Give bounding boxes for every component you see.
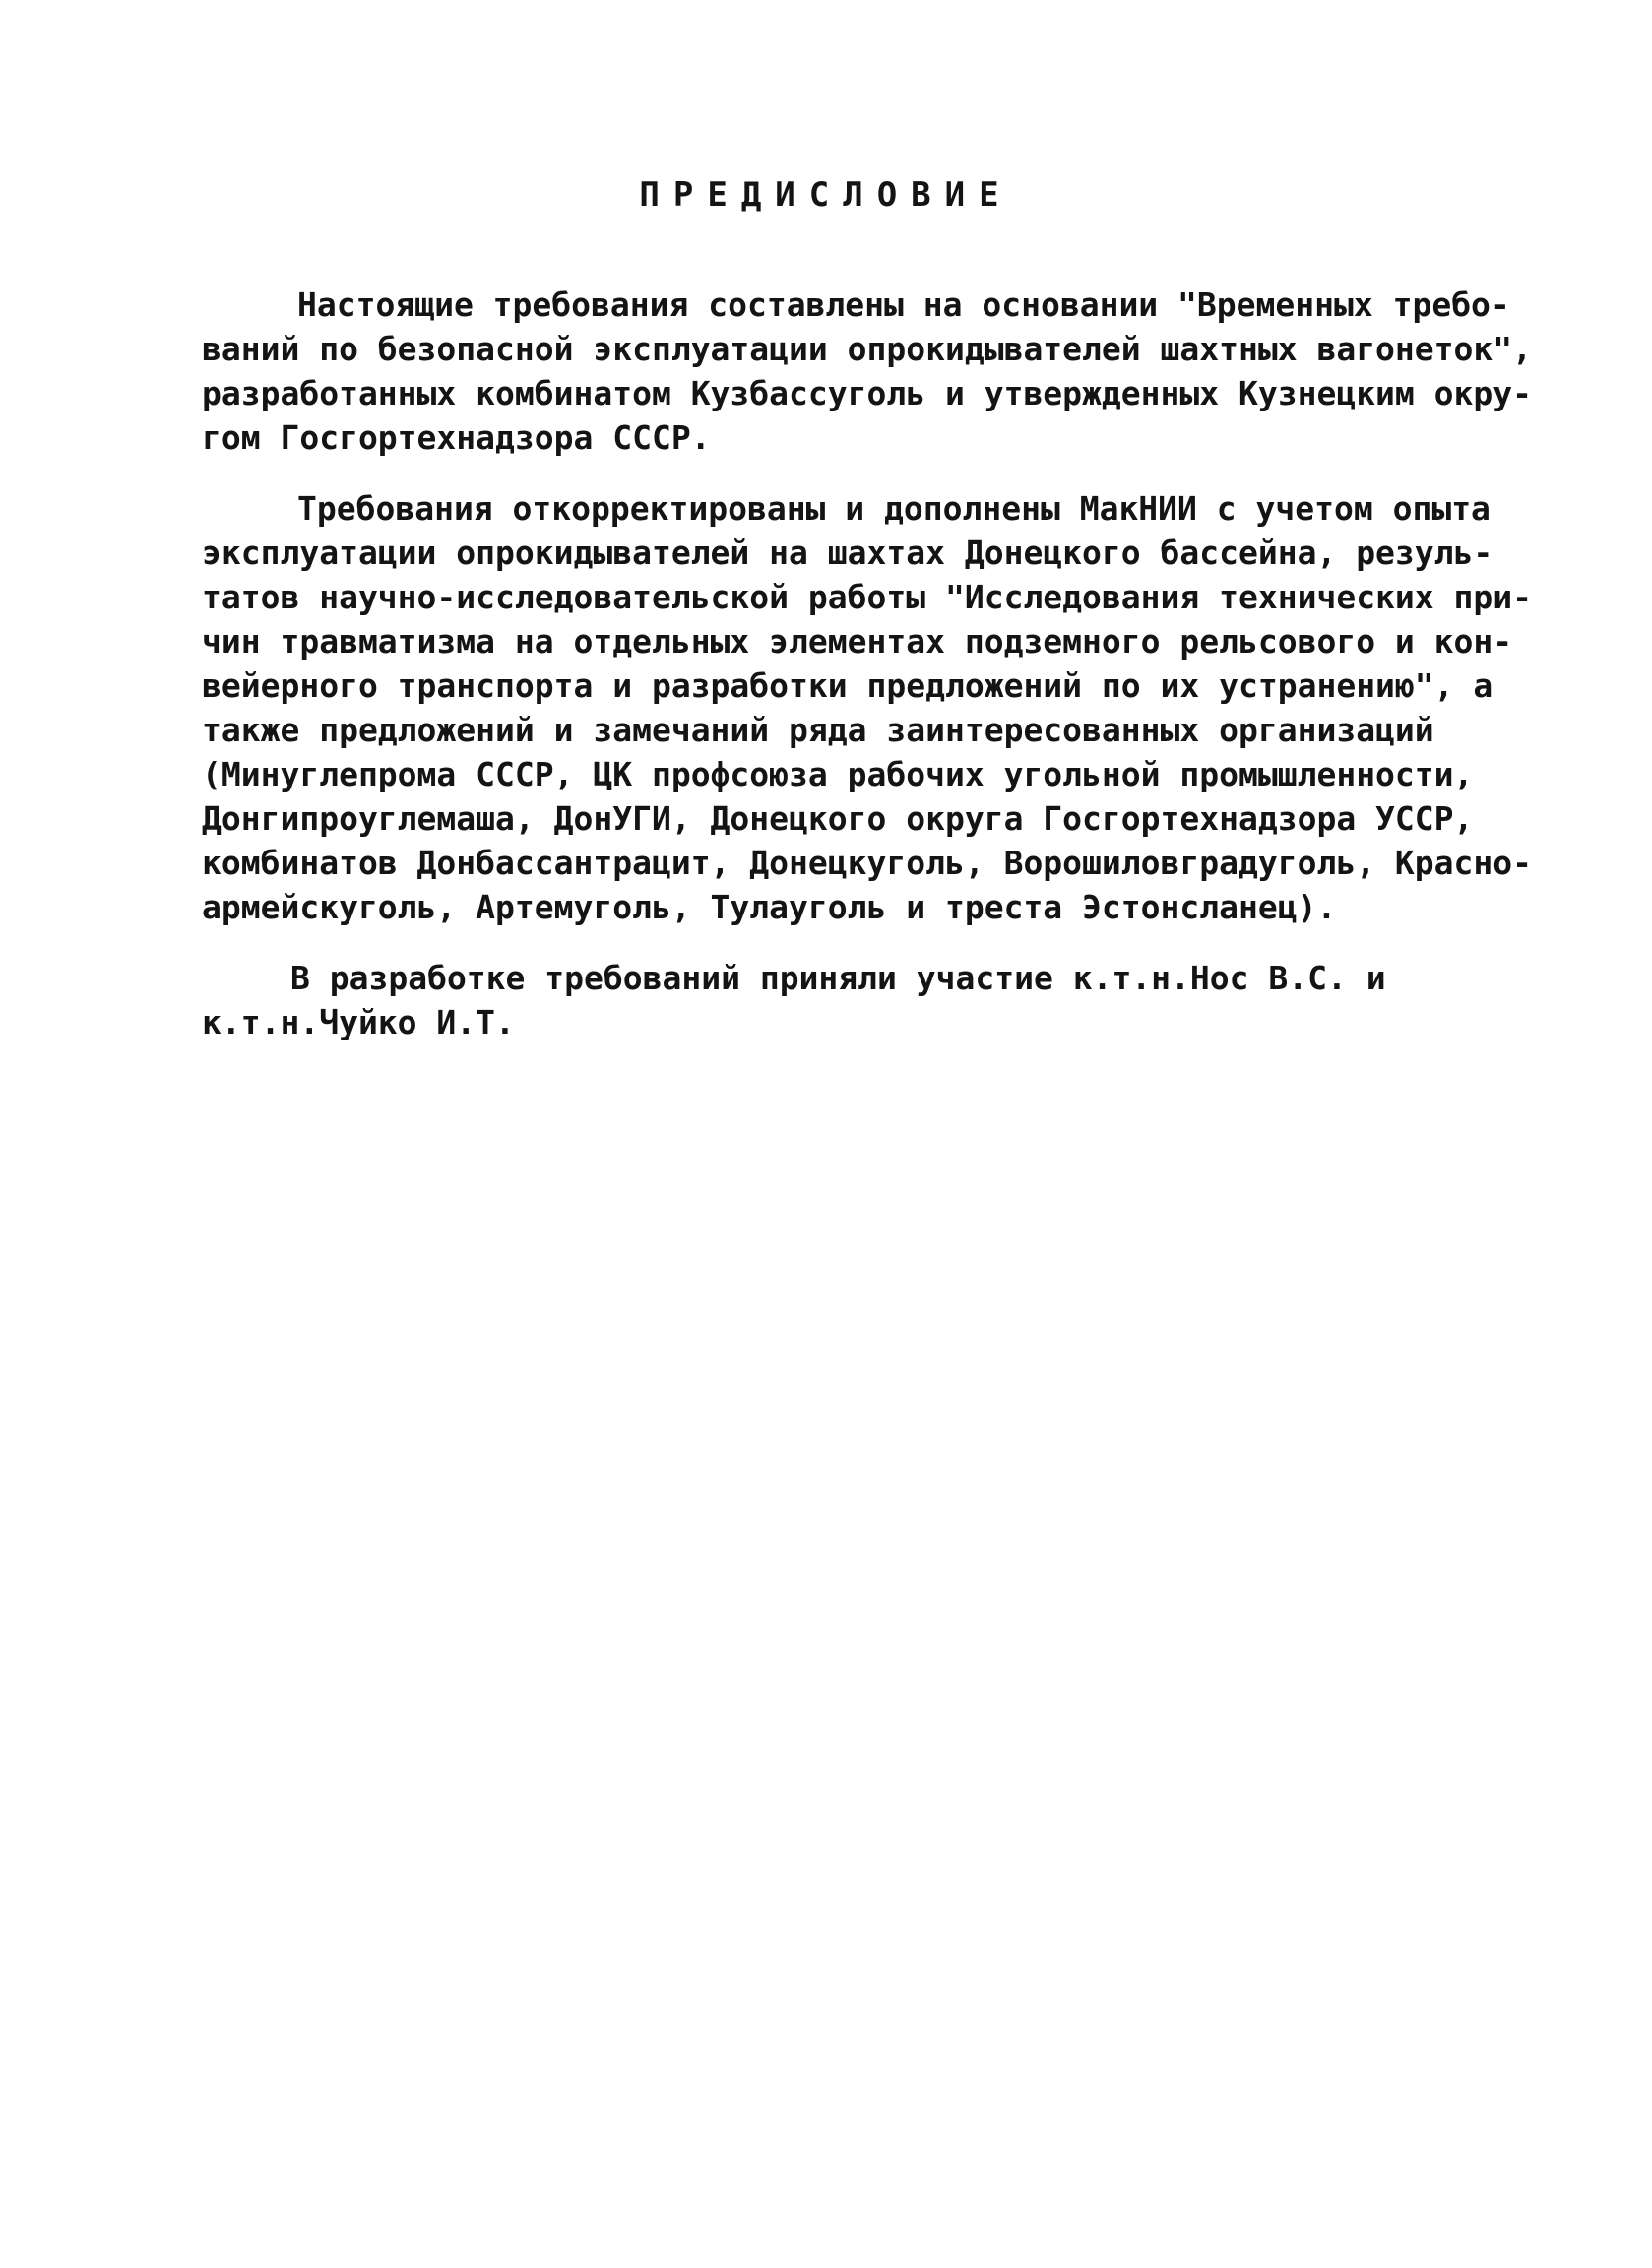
paragraph-2-line-8: Донгипроуглемаша, ДонУГИ, Донецкого округа Госгортехнадзора УССР, [202, 799, 1474, 838]
paragraph-1-line-4: гом Госгортехнадзора СССР. [202, 418, 711, 457]
paragraph-1-line-3: разработанных комбинатом Кузбассуголь и утвержденных Кузнецким окру- [202, 374, 1533, 412]
paragraph-2-line-7: (Минуглепрома СССР, ЦК профсоюза рабочих угольной промышленности, [202, 755, 1474, 793]
paragraph-2-line-9: комбинатов Донбассантрацит, Донецкуголь, Ворошиловградуголь, Красно- [202, 844, 1533, 882]
paragraph-1-line-2: ваний по безопасной эксплуатации опрокидывателей шахтных вагонеток", [202, 330, 1533, 368]
paragraph-2-line-6: также предложений и замечаний ряда заинтересованных организаций [202, 711, 1434, 749]
paragraph-2-line-3: татов научно-исследовательской работы "Исследования технических при- [202, 578, 1533, 616]
paragraph-2-line-10: армейскуголь, Артемуголь, Тулауголь и треста Эстонсланец). [202, 888, 1337, 926]
paragraph-2-line-5: вейерного транспорта и разработки предложений по их устранению", а [202, 666, 1493, 705]
paragraph-2-line-4: чин травматизма на отдельных элементах подземного рельсового и кон- [202, 622, 1513, 661]
paragraph-2-line-1: Требования откорректированы и дополнены МакНИИ с учетом опыта [297, 489, 1491, 528]
page-title: ПРЕДИСЛОВИЕ [639, 175, 1013, 215]
paragraph-2-line-2: эксплуатации опрокидывателей на шахтах Донецкого бассейна, резуль- [202, 534, 1493, 572]
paragraph-3-line-1: В разработке требований приняли участие к.т.н.Нос В.С. и [290, 959, 1386, 997]
paragraph-3-line-2: к.т.н.Чуйко И.Т. [202, 1003, 515, 1041]
paragraph-1-line-1: Настоящие требования составлены на основании "Временных требо- [297, 285, 1510, 324]
